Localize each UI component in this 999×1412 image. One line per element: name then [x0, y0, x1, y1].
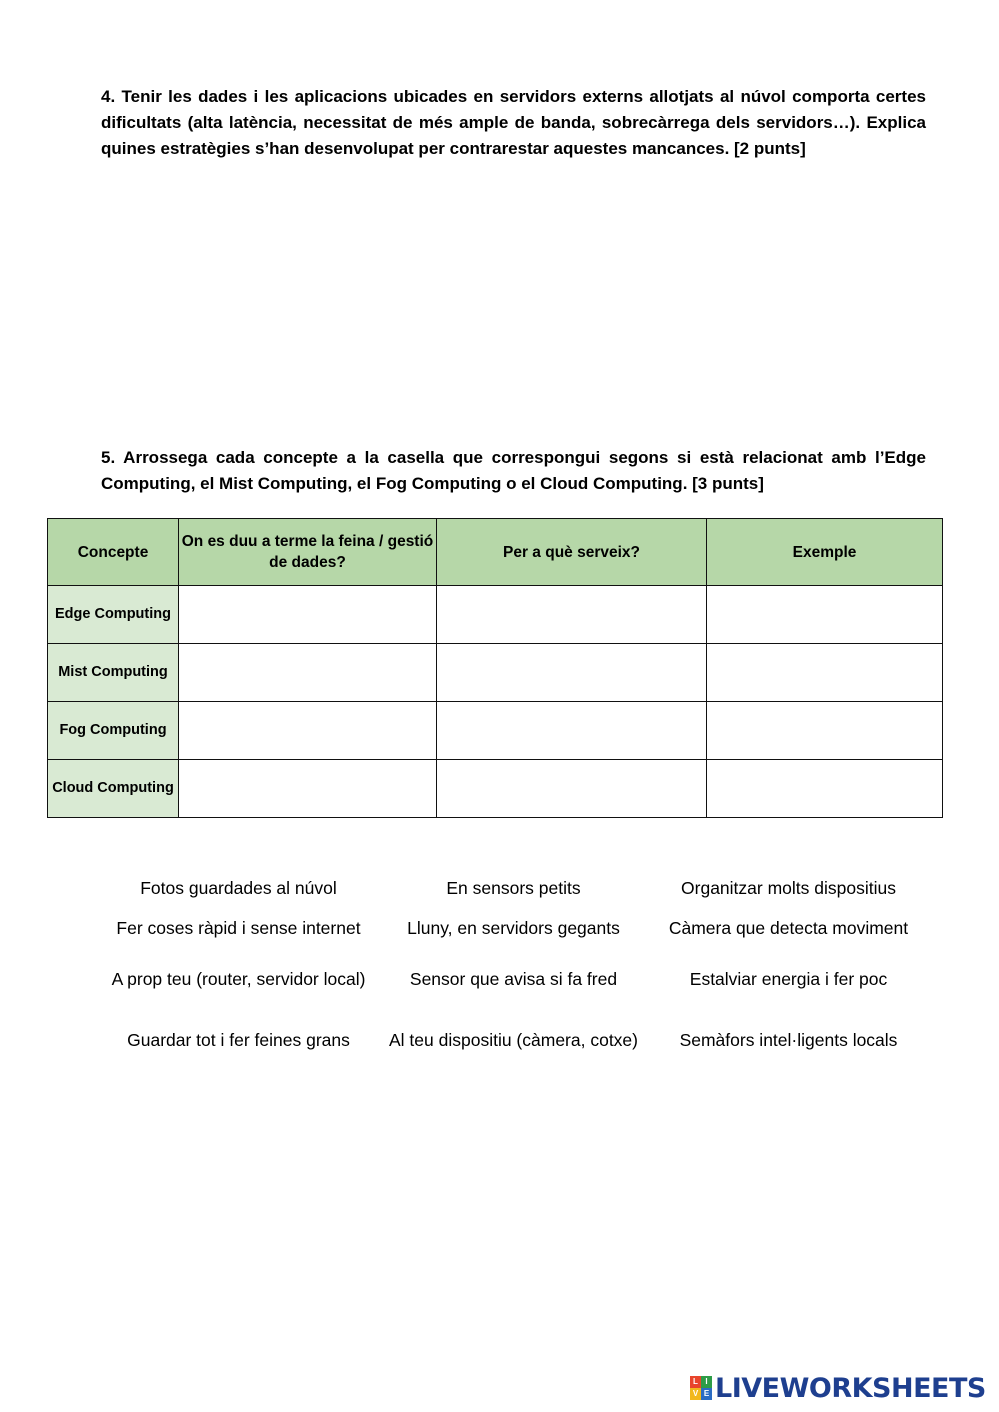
- drop-zone-edge-example[interactable]: [707, 586, 943, 644]
- draggable-chip[interactable]: Guardar tot i fer feines grans: [127, 1030, 350, 1050]
- question-5-prompt: 5. Arrossega cada concepte a la casella que correspongui segons si està relacionat amb l’Edge Computing, el Mist Computing, el Fog Computing o el Cloud Computing. [3 punts]: [101, 448, 926, 493]
- concept-mist: Mist Computing: [48, 644, 179, 702]
- table-row: [48, 760, 943, 818]
- drop-zone-fog-where[interactable]: [179, 702, 437, 760]
- logo-mark-letter: V: [690, 1388, 701, 1400]
- draggable-chip[interactable]: A prop teu (router, servidor local): [111, 969, 366, 989]
- word-bank: [101, 868, 926, 1070]
- logo-text: LIVEWORKSHEETS: [715, 1372, 986, 1404]
- drop-zone-cloud-example[interactable]: [707, 760, 943, 818]
- table-row: [48, 586, 943, 644]
- draggable-chip[interactable]: Càmera que detecta moviment: [668, 918, 909, 938]
- drop-zone-fog-purpose[interactable]: [437, 702, 707, 760]
- drop-zone-mist-example[interactable]: [707, 644, 943, 702]
- concept-fog: Fog Computing: [48, 702, 179, 760]
- table-header-row: [48, 519, 943, 586]
- header-where: On es duu a terme la feina / gestió de dades?: [179, 519, 437, 586]
- drop-zone-edge-where[interactable]: [179, 586, 437, 644]
- drop-zone-cloud-purpose[interactable]: [437, 760, 707, 818]
- concept-table: [47, 518, 943, 818]
- liveworksheets-mark-icon: [690, 1376, 712, 1400]
- logo-mark-letter: I: [701, 1376, 712, 1388]
- draggable-chip[interactable]: Lluny, en servidors gegants: [407, 918, 620, 938]
- draggable-chip[interactable]: Al teu dispositiu (càmera, cotxe): [389, 1030, 638, 1050]
- draggable-chip[interactable]: Fer coses ràpid i sense internet: [116, 918, 361, 938]
- drop-zone-cloud-where[interactable]: [179, 760, 437, 818]
- draggable-chip[interactable]: Organitzar molts dispositius: [681, 878, 896, 898]
- header-purpose: Per a què serveix?: [437, 519, 707, 586]
- concept-cloud: Cloud Computing: [48, 760, 179, 818]
- draggable-chip[interactable]: Semàfors intel·ligents locals: [679, 1030, 898, 1050]
- drop-zone-mist-purpose[interactable]: [437, 644, 707, 702]
- table-row: [48, 644, 943, 702]
- draggable-chip[interactable]: Estalviar energia i fer poc: [689, 969, 888, 989]
- drop-zone-mist-where[interactable]: [179, 644, 437, 702]
- concept-edge: Edge Computing: [48, 586, 179, 644]
- logo-mark-letter: L: [690, 1376, 701, 1388]
- draggable-chip[interactable]: Sensor que avisa si fa fred: [409, 969, 618, 989]
- draggable-chip[interactable]: En sensors petits: [446, 878, 581, 898]
- table-row: [48, 702, 943, 760]
- drop-zone-fog-example[interactable]: [707, 702, 943, 760]
- header-example: Exemple: [707, 519, 943, 586]
- draggable-chip[interactable]: Fotos guardades al núvol: [140, 878, 337, 898]
- question-4-prompt: 4. Tenir les dades i les aplicacions ubicades en servidors externs allotjats al núvol comporta certes dificultats (alta latència, necessitat de més ample de banda, sobrecàrrega dels servidors…). Explica quines estratègies s’han desenvolupat per contrarestar aquestes mancances. [2 punts]: [101, 87, 926, 158]
- drop-zone-edge-purpose[interactable]: [437, 586, 707, 644]
- logo-mark-letter: E: [701, 1388, 712, 1400]
- header-concept: Concepte: [48, 519, 179, 586]
- liveworksheets-logo[interactable]: [690, 1371, 986, 1405]
